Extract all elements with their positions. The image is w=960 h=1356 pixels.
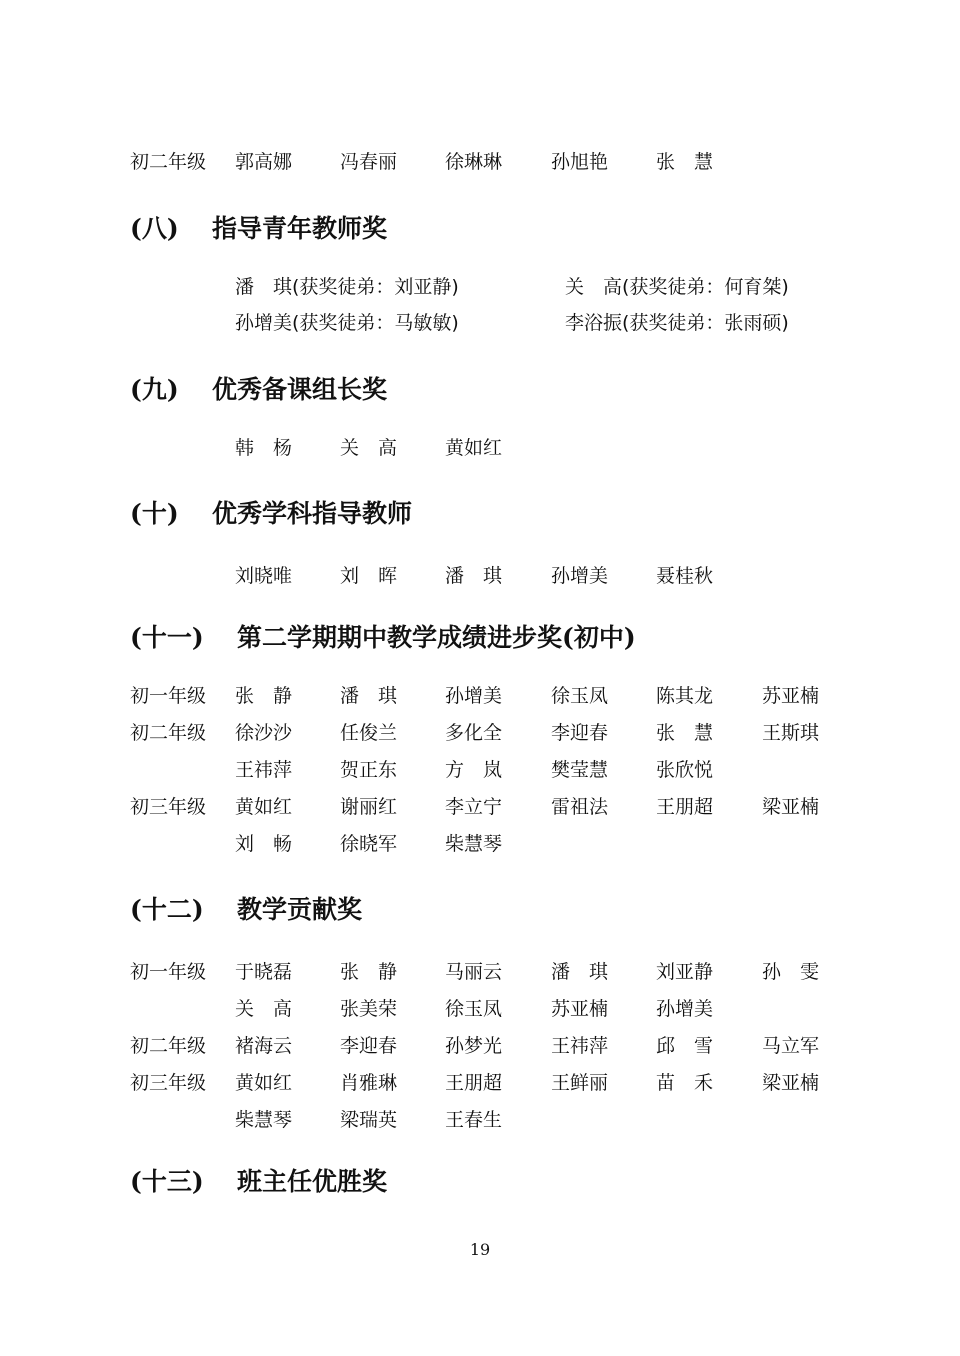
teacher-name: 谢丽红 [340,796,398,818]
teacher-name: 方 岚 [445,759,503,781]
teacher-name: 梁瑞英 [340,1109,398,1131]
teacher-name: 徐玉凤 [445,998,503,1020]
section-title: 第二学期期中教学成绩进步奖(初中) [237,623,636,652]
teacher-name: 刘亚静 [656,961,714,983]
teacher-name: 黄如红 [235,1072,293,1094]
teacher-name: 李迎春 [551,722,609,744]
teacher-name: 张 静 [340,961,398,983]
teacher-name: 徐琳琳 [445,151,503,173]
teacher-name: 潘 琪 [445,565,503,587]
section-title: 班主任优胜奖 [237,1167,388,1196]
mentor-entry: 关 高(获奖徒弟：何育桀) [565,276,789,298]
mentor-entry: 李浴振(获奖徒弟：张雨硕) [565,312,789,334]
teacher-name: 陈其龙 [656,685,714,707]
teacher-name: 聂桂秋 [656,565,714,587]
teacher-name: 于晓磊 [235,961,293,983]
teacher-name: 冯春丽 [340,151,398,173]
teacher-name: 马丽云 [445,961,503,983]
teacher-name: 徐沙沙 [235,722,293,744]
teacher-name: 梁亚楠 [762,796,820,818]
section-number: (十二) [130,895,204,924]
teacher-name: 任俊兰 [340,722,398,744]
teacher-name: 刘 晖 [340,565,398,587]
teacher-name: 潘 琪 [340,685,398,707]
teacher-name: 孙增美 [656,998,714,1020]
teacher-name: 潘 琪 [551,961,609,983]
teacher-name: 张欣悦 [656,759,714,781]
teacher-name: 孙旭艳 [551,151,609,173]
teacher-name: 黄如红 [235,796,293,818]
section-title: 指导青年教师奖 [212,214,388,243]
teacher-name: 苏亚楠 [551,998,609,1020]
teacher-name: 刘晓唯 [235,565,293,587]
teacher-name: 马立军 [762,1035,820,1057]
teacher-name: 樊莹慧 [551,759,609,781]
page-number: 19 [469,1240,491,1259]
teacher-name: 孙梦光 [445,1035,503,1057]
teacher-name: 王祎萍 [551,1035,609,1057]
teacher-name: 张 慧 [656,151,714,173]
teacher-name: 徐玉凤 [551,685,609,707]
teacher-name: 邱 雪 [656,1035,714,1057]
grade-label: 初三年级 [130,796,207,818]
teacher-name: 张 静 [235,685,293,707]
teacher-name: 张美荣 [340,998,398,1020]
teacher-name: 柴慧琴 [445,833,503,855]
teacher-name: 刘 畅 [235,833,293,855]
teacher-name: 多化全 [445,722,503,744]
section-title: 教学贡献奖 [237,895,363,924]
grade-label: 初二年级 [130,722,207,744]
section-number: (八) [130,214,179,243]
teacher-name: 苗 禾 [656,1072,714,1094]
grade-label: 初一年级 [130,961,207,983]
grade-label: 初二年级 [130,1035,207,1057]
teacher-name: 郭高娜 [235,151,293,173]
teacher-name: 关 高 [340,437,398,459]
section-title: 优秀学科指导教师 [212,499,413,528]
teacher-name: 苏亚楠 [762,685,820,707]
teacher-name: 张 慧 [656,722,714,744]
teacher-name: 韩 杨 [235,437,293,459]
teacher-name: 黄如红 [445,437,503,459]
teacher-name: 关 高 [235,998,293,1020]
teacher-name: 王朋超 [656,796,714,818]
section-number: (九) [130,375,179,404]
teacher-name: 柴慧琴 [235,1109,293,1131]
teacher-name: 徐晓军 [340,833,398,855]
teacher-name: 贺正东 [340,759,398,781]
teacher-name: 王朋超 [445,1072,503,1094]
mentor-entry: 孙增美(获奖徒弟：马敏敏) [235,312,459,334]
teacher-name: 孙增美 [551,565,609,587]
teacher-name: 肖雅琳 [340,1072,398,1094]
teacher-name: 孙增美 [445,685,503,707]
grade-label: 初二年级 [130,151,207,173]
teacher-name: 王春生 [445,1109,503,1131]
teacher-name: 王祎萍 [235,759,293,781]
section-title: 优秀备课组长奖 [212,375,388,404]
teacher-name: 雷祖法 [551,796,609,818]
section-number: (十一) [130,623,204,652]
teacher-name: 王鲜丽 [551,1072,609,1094]
teacher-name: 孙 雯 [762,961,820,983]
teacher-name: 梁亚楠 [762,1072,820,1094]
grade-label: 初一年级 [130,685,207,707]
teacher-name: 李立宁 [445,796,503,818]
section-number: (十) [130,499,179,528]
mentor-entry: 潘 琪(获奖徒弟：刘亚静) [235,276,459,298]
section-number: (十三) [130,1167,204,1196]
grade-label: 初三年级 [130,1072,207,1094]
teacher-name: 褚海云 [235,1035,293,1057]
teacher-name: 王斯琪 [762,722,820,744]
teacher-name: 李迎春 [340,1035,398,1057]
